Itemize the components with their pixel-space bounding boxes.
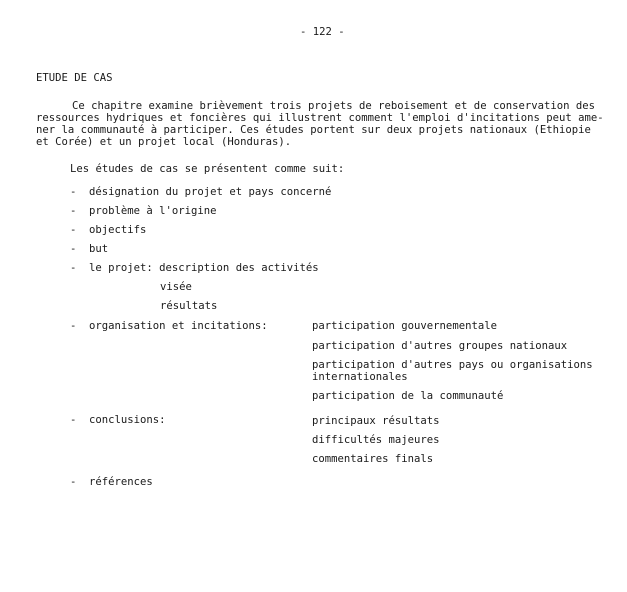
list-item-conclusions: conclusions:	[89, 414, 166, 426]
concl-principaux-resultats: principaux résultats	[312, 415, 440, 427]
list-dash: -	[70, 243, 77, 255]
list-item-organisation: organisation et incitations:	[89, 320, 268, 332]
intro-paragraph	[36, 100, 606, 148]
list-item-but: but	[89, 243, 109, 255]
list-item-references: références	[89, 476, 153, 488]
list-item-designation: désignation du projet et pays concerné	[89, 186, 332, 198]
lead-text: Les études de cas se présentent comme suit:	[70, 163, 345, 175]
intro-line: et Corée) et un projet local (Honduras).	[36, 136, 292, 148]
concl-commentaires-finals: commentaires finals	[312, 453, 434, 465]
list-subitem-visee: visée	[160, 281, 192, 293]
org-participation-communaute: participation de la communauté	[312, 390, 504, 402]
concl-difficultes-majeures: difficultés majeures	[312, 434, 440, 446]
list-dash: -	[70, 186, 77, 198]
list-dash: -	[70, 476, 77, 488]
intro-line: ressources hydriques et foncières qui illustrent comment l'emploi d'incitations peut ame-	[36, 112, 604, 124]
org-participation-gouvernementale: participation gouvernementale	[312, 320, 497, 332]
list-dash: -	[70, 320, 77, 332]
list-item-objectifs: objectifs	[89, 224, 147, 236]
list-subitem-resultats: résultats	[160, 300, 218, 312]
list-dash: -	[70, 224, 77, 236]
section-title: ETUDE DE CAS	[36, 72, 113, 84]
org-participation-autres-pays-cont: internationales	[312, 371, 408, 383]
list-dash: -	[70, 262, 77, 274]
org-participation-groupes-nationaux: participation d'autres groupes nationaux	[312, 340, 568, 352]
list-dash: -	[70, 414, 77, 426]
list-dash: -	[70, 205, 77, 217]
page-number: - 122 -	[300, 26, 345, 38]
intro-line: ner la communauté à participer. Ces études portent sur deux projets nationaux (Ethiopie	[36, 124, 591, 136]
org-participation-autres-pays: participation d'autres pays ou organisations	[312, 359, 593, 371]
list-item-projet: le projet: description des activités	[89, 262, 319, 274]
intro-line: Ce chapitre examine brièvement trois projets de reboisement et de conservation des	[72, 100, 595, 112]
list-item-probleme: problème à l'origine	[89, 205, 217, 217]
